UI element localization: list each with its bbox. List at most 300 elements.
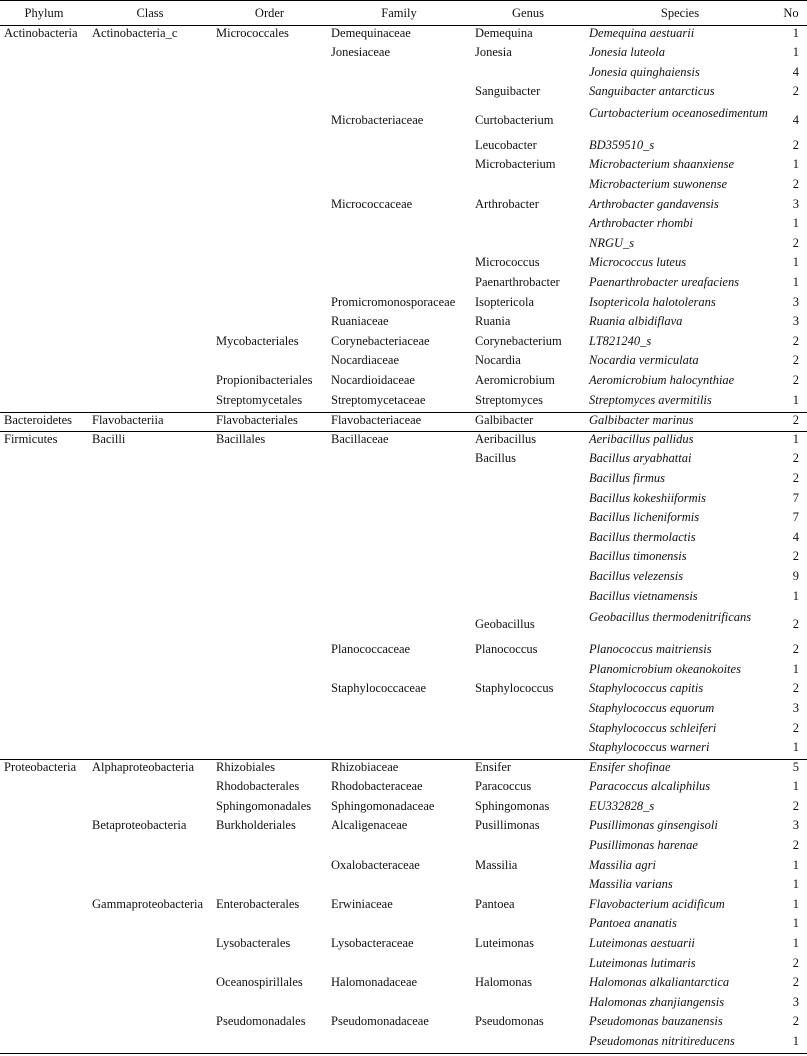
cell-family: Demequinaceae (331, 26, 411, 40)
cell-genus: Sphingomonas (475, 798, 550, 813)
cell-class (88, 779, 212, 799)
cell-species: Bacillus thermolactis (589, 529, 696, 544)
cell-phylum (0, 995, 88, 1015)
table-row (0, 549, 807, 569)
cell-order (212, 216, 327, 236)
cell-phylum (0, 897, 88, 917)
cell-no: 2 (792, 235, 799, 250)
cell-class (88, 975, 212, 995)
cell-genus: Arthrobacter (475, 196, 539, 211)
cell-phylum: Actinobacteria (4, 26, 78, 40)
cell-no: 1 (792, 275, 799, 290)
cell-genus (471, 589, 585, 609)
cell-species: Pusillimonas harenae (589, 838, 698, 853)
cell-no: 1 (775, 1034, 807, 1054)
cell-no: 3 (792, 314, 799, 329)
cell-class (88, 662, 212, 682)
cell-no: 2 (792, 642, 799, 657)
cell-genus: Aeribacillus (471, 432, 585, 452)
cell-family: Flavobacteriaceae (327, 412, 471, 432)
cell-family: Nocardiaceae (331, 353, 399, 368)
table-row (0, 353, 807, 373)
cell-species: Bacillus aryabhattai (589, 451, 692, 466)
table-row (0, 138, 807, 158)
cell-order: Enterobacterales (216, 896, 300, 911)
cell-no: 1 (792, 779, 799, 794)
cell-species: Curtobacterium oceanosedimentum (589, 105, 768, 120)
cell-phylum (0, 138, 88, 158)
cell-class (88, 589, 212, 609)
cell-order (212, 353, 327, 373)
cell-order (212, 662, 327, 682)
cell-genus (471, 877, 585, 897)
cell-order (212, 877, 327, 897)
cell-class (88, 936, 212, 956)
cell-order: Flavobacteriales (212, 412, 327, 432)
cell-species: Staphylococcus equorum (589, 700, 715, 715)
cell-genus: Leucobacter (475, 137, 537, 152)
cell-species: Geobacillus thermodenitrificans (589, 610, 752, 625)
cell-phylum (0, 549, 88, 569)
cell-no: 3 (792, 700, 799, 715)
cell-family: Nocardioidaceae (331, 373, 415, 387)
cell-class (88, 838, 212, 858)
cell-genus (471, 662, 585, 682)
cell-genus (471, 721, 585, 741)
cell-phylum (0, 393, 88, 413)
cell-class (88, 1014, 212, 1034)
cell-class (88, 236, 212, 256)
table-row (0, 995, 807, 1015)
cell-order (212, 104, 327, 138)
cell-phylum (0, 838, 88, 858)
cell-species: BD359510_s (589, 137, 655, 152)
cell-no: 1 (775, 432, 807, 452)
cell-phylum (0, 104, 88, 138)
cell-no: 2 (792, 681, 799, 696)
table-row (0, 432, 807, 452)
cell-order (212, 740, 327, 760)
cell-genus: Ensifer (471, 760, 585, 780)
cell-no: 1 (792, 916, 799, 931)
cell-phylum (0, 740, 88, 760)
cell-species: Bacillus kokeshiiformis (589, 490, 706, 505)
cell-phylum: Proteobacteria (0, 760, 88, 780)
cell-species: Ensifer shofinae (585, 760, 775, 780)
cell-family: Streptomycetaceae (331, 392, 426, 407)
cell-order (212, 956, 327, 976)
cell-order (212, 569, 327, 589)
cell-no: 4 (792, 64, 799, 79)
cell-genus: Halomonas (475, 975, 532, 990)
cell-order (212, 65, 327, 85)
cell-genus: Galbibacter (471, 412, 585, 432)
cell-order: Streptomycetales (216, 392, 303, 407)
table-row (0, 740, 807, 760)
cell-phylum: Firmicutes (0, 432, 88, 452)
cell-class (88, 858, 212, 878)
cell-order (212, 314, 327, 334)
cell-species: Pantoea ananatis (589, 916, 677, 931)
cell-species: Micrococcus luteus (589, 255, 687, 270)
cell-phylum (0, 589, 88, 609)
cell-class: Flavobacteriia (88, 412, 212, 432)
cell-family: Ruaniaceae (331, 314, 389, 329)
cell-no: 2 (792, 1014, 799, 1029)
cell-family: Staphylococcaceae (331, 681, 427, 696)
cell-genus: Microbacterium (475, 157, 556, 172)
cell-species: Luteimonas lutimaris (589, 955, 696, 970)
cell-genus: Paracoccus (475, 779, 532, 794)
cell-no: 2 (792, 838, 799, 853)
cell-genus: Nocardia (475, 353, 521, 368)
cell-family: Jonesiaceae (331, 45, 390, 60)
cell-phylum (0, 197, 88, 217)
cell-species: NRGU_s (589, 235, 635, 250)
table-row (0, 491, 807, 511)
cell-order (212, 255, 327, 275)
cell-order (212, 138, 327, 158)
cell-species: Jonesia luteola (589, 45, 666, 60)
cell-class: Bacilli (88, 432, 212, 452)
cell-family: Microbacteriaceae (331, 112, 424, 127)
cell-order (212, 549, 327, 569)
cell-class (88, 84, 212, 104)
cell-genus: Aeromicrobium (475, 373, 555, 387)
table-row (0, 510, 807, 530)
cell-phylum: Bacteroidetes (0, 412, 88, 432)
cell-genus: Jonesia (475, 45, 512, 60)
table-row (0, 412, 807, 432)
table-row (0, 662, 807, 682)
cell-family (327, 956, 471, 976)
table-row (0, 255, 807, 275)
cell-phylum (0, 177, 88, 197)
table-row (0, 451, 807, 471)
table-row (0, 393, 807, 413)
cell-class (88, 157, 212, 177)
cell-no: 5 (775, 760, 807, 780)
cell-order (212, 295, 327, 315)
cell-no: 9 (792, 568, 799, 583)
cell-family (327, 275, 471, 295)
cell-family: Corynebacteriaceae (331, 333, 430, 348)
cell-no: 1 (792, 857, 799, 872)
cell-family (327, 84, 471, 104)
cell-phylum (0, 1034, 88, 1054)
cell-no: 1 (792, 255, 799, 270)
cell-class (88, 530, 212, 550)
cell-no: 1 (792, 392, 799, 407)
cell-species: Luteimonas aestuarii (589, 936, 695, 951)
cell-class: Betaproteobacteria (92, 818, 187, 833)
table-row (0, 779, 807, 799)
cell-family: Oxalobacteraceae (331, 857, 420, 872)
cell-species: Ruania albidiflava (589, 314, 683, 329)
cell-species: Microbacterium shaanxiense (589, 157, 734, 172)
cell-class (88, 197, 212, 217)
table-row (0, 838, 807, 858)
cell-species: Staphylococcus schleiferi (589, 720, 717, 735)
cell-genus: Massilia (475, 857, 518, 872)
cell-phylum (0, 877, 88, 897)
cell-class (88, 104, 212, 138)
table-row (0, 936, 807, 956)
cell-genus: Micrococcus (475, 255, 540, 270)
cell-class (88, 65, 212, 85)
cell-order (212, 858, 327, 878)
cell-order: Bacillales (212, 432, 327, 452)
cell-genus: Isoptericola (475, 294, 535, 309)
cell-genus (471, 65, 585, 85)
cell-family (327, 608, 471, 642)
cell-order: Burkholderiales (216, 818, 296, 833)
cell-phylum (0, 530, 88, 550)
table-row (0, 157, 807, 177)
cell-family: Promicromonosporaceae (331, 294, 456, 309)
cell-phylum (0, 721, 88, 741)
cell-family (327, 721, 471, 741)
cell-class: Gammaproteobacteria (92, 896, 204, 911)
cell-species: Planomicrobium okeanokoites (589, 661, 741, 676)
cell-order (212, 197, 327, 217)
table-row (0, 314, 807, 334)
cell-phylum (0, 569, 88, 589)
cell-class (88, 701, 212, 721)
cell-family (327, 838, 471, 858)
cell-no: 1 (792, 936, 799, 951)
cell-family (327, 549, 471, 569)
table-row (0, 65, 807, 85)
cell-phylum (0, 236, 88, 256)
cell-class (88, 799, 212, 819)
cell-no: 2 (792, 470, 799, 485)
cell-family (327, 177, 471, 197)
cell-no: 1 (792, 740, 799, 755)
cell-no: 7 (792, 510, 799, 525)
cell-genus (471, 956, 585, 976)
cell-order: Oceanospirillales (216, 975, 303, 990)
cell-no: 2 (792, 975, 799, 990)
cell-species: Bacillus licheniformis (589, 510, 700, 525)
cell-class (88, 216, 212, 236)
cell-family (327, 662, 471, 682)
cell-order (212, 608, 327, 642)
cell-order (212, 701, 327, 721)
table-row (0, 45, 807, 65)
cell-phylum (0, 255, 88, 275)
cell-class (88, 471, 212, 491)
cell-phylum (0, 353, 88, 373)
table-row (0, 589, 807, 609)
cell-phylum (0, 275, 88, 295)
cell-phylum (0, 216, 88, 236)
table-row (0, 84, 807, 104)
cell-phylum (0, 510, 88, 530)
cell-family (327, 216, 471, 236)
cell-order (212, 916, 327, 936)
cell-phylum (0, 936, 88, 956)
cell-class (88, 956, 212, 976)
cell-class: Actinobacteria_c (92, 26, 178, 40)
cell-class (88, 373, 212, 393)
cell-order (212, 157, 327, 177)
cell-class (88, 45, 212, 65)
cell-family (327, 157, 471, 177)
cell-genus: Bacillus (475, 451, 516, 466)
cell-no: 3 (792, 994, 799, 1009)
cell-phylum (0, 84, 88, 104)
cell-family: Bacillaceae (327, 432, 471, 452)
cell-species: Flavobacterium acidificum (589, 896, 725, 911)
cell-species: Pseudomonas nitritireducens (585, 1034, 775, 1054)
cell-class (88, 721, 212, 741)
table-row (0, 897, 807, 917)
table-row (0, 373, 807, 393)
table-row (0, 818, 807, 838)
cell-family (327, 451, 471, 471)
cell-order (212, 1034, 327, 1054)
cell-order: Pseudomonadales (216, 1014, 306, 1029)
cell-order (212, 642, 327, 662)
cell-species: Sanguibacter antarcticus (589, 84, 715, 99)
cell-order (212, 721, 327, 741)
table-body (0, 26, 807, 1054)
cell-genus (471, 491, 585, 511)
cell-class: Alphaproteobacteria (88, 760, 212, 780)
cell-no: 2 (792, 549, 799, 564)
header-family: Family (327, 1, 471, 26)
cell-family: Erwiniaceae (331, 896, 393, 911)
cell-class (88, 1034, 212, 1054)
cell-class (88, 177, 212, 197)
cell-family (327, 65, 471, 85)
table-row (0, 721, 807, 741)
cell-no: 3 (792, 196, 799, 211)
cell-species: Staphylococcus warneri (589, 740, 710, 755)
cell-family (327, 530, 471, 550)
cell-order (212, 589, 327, 609)
header-order: Order (212, 1, 327, 26)
cell-species: Halomonas alkaliantarctica (589, 975, 730, 990)
cell-species: LT821240_s (589, 333, 652, 348)
cell-phylum (0, 681, 88, 701)
cell-genus: Pantoea (475, 896, 515, 911)
cell-species: Aeromicrobium halocynthiae (589, 373, 735, 387)
cell-class (88, 642, 212, 662)
cell-family: Rhodobacteraceae (331, 779, 423, 794)
cell-no: 1 (792, 45, 799, 60)
cell-order (212, 275, 327, 295)
cell-genus (471, 530, 585, 550)
cell-species: Massilia agri (589, 857, 657, 872)
table-row (0, 956, 807, 976)
header-class: Class (88, 1, 212, 26)
cell-phylum (0, 491, 88, 511)
cell-genus (471, 177, 585, 197)
cell-species: Paenarthrobacter ureafaciens (589, 275, 740, 290)
cell-family: Sphingomonadaceae (331, 798, 435, 813)
table-row (0, 1014, 807, 1034)
cell-species: Microbacterium suwonense (589, 177, 728, 192)
header-no: No (775, 1, 807, 26)
cell-no: 1 (792, 661, 799, 676)
cell-order (212, 45, 327, 65)
cell-species: Paracoccus alcaliphilus (589, 779, 711, 794)
table-row (0, 760, 807, 780)
cell-order: Propionibacteriales (216, 373, 313, 387)
cell-order (212, 530, 327, 550)
cell-species: Bacillus vietnamensis (589, 588, 698, 603)
table-row (0, 701, 807, 721)
cell-genus (471, 838, 585, 858)
cell-order (212, 177, 327, 197)
cell-genus: Paenarthrobacter (475, 275, 560, 290)
cell-no: 1 (792, 877, 799, 892)
cell-no: 4 (792, 112, 799, 127)
cell-family (327, 569, 471, 589)
table-row (0, 104, 807, 138)
cell-family (327, 236, 471, 256)
cell-genus: Sanguibacter (475, 84, 541, 99)
cell-no: 2 (792, 84, 799, 99)
cell-species: Planococcus maitriensis (589, 642, 712, 657)
cell-family: Pseudomonadaceae (331, 1014, 429, 1029)
cell-no: 1 (792, 216, 799, 231)
cell-species: Halomonas zhanjiangensis (589, 994, 725, 1009)
table-row (0, 916, 807, 936)
cell-class (88, 255, 212, 275)
cell-family: Alcaligenaceae (331, 818, 408, 833)
cell-species: Pseudomonas bauzanensis (589, 1014, 723, 1029)
cell-family (327, 589, 471, 609)
header-species: Species (585, 1, 775, 26)
table-row (0, 642, 807, 662)
cell-order: Rhodobacterales (216, 779, 300, 794)
cell-phylum (0, 818, 88, 838)
cell-no: 3 (792, 294, 799, 309)
cell-class (88, 608, 212, 642)
table-row (0, 877, 807, 897)
cell-no: 2 (792, 137, 799, 152)
cell-species: Streptomyces avermitilis (589, 392, 712, 407)
cell-phylum (0, 642, 88, 662)
cell-phylum (0, 471, 88, 491)
cell-no: 1 (792, 26, 799, 40)
cell-species: Staphylococcus capitis (589, 681, 704, 696)
table-row (0, 681, 807, 701)
cell-family (327, 255, 471, 275)
table-row (0, 295, 807, 315)
table-row (0, 975, 807, 995)
cell-genus (471, 916, 585, 936)
table-row (0, 530, 807, 550)
cell-no: 1 (792, 157, 799, 172)
cell-class (88, 314, 212, 334)
cell-phylum (0, 45, 88, 65)
cell-phylum (0, 662, 88, 682)
cell-phylum (0, 701, 88, 721)
cell-no: 2 (792, 353, 799, 368)
cell-genus (471, 740, 585, 760)
cell-no: 2 (792, 451, 799, 466)
cell-phylum (0, 451, 88, 471)
cell-order (212, 236, 327, 256)
table-row (0, 26, 807, 46)
cell-genus: Corynebacterium (475, 333, 562, 348)
table-row (0, 471, 807, 491)
cell-order: Micrococcales (216, 26, 289, 40)
